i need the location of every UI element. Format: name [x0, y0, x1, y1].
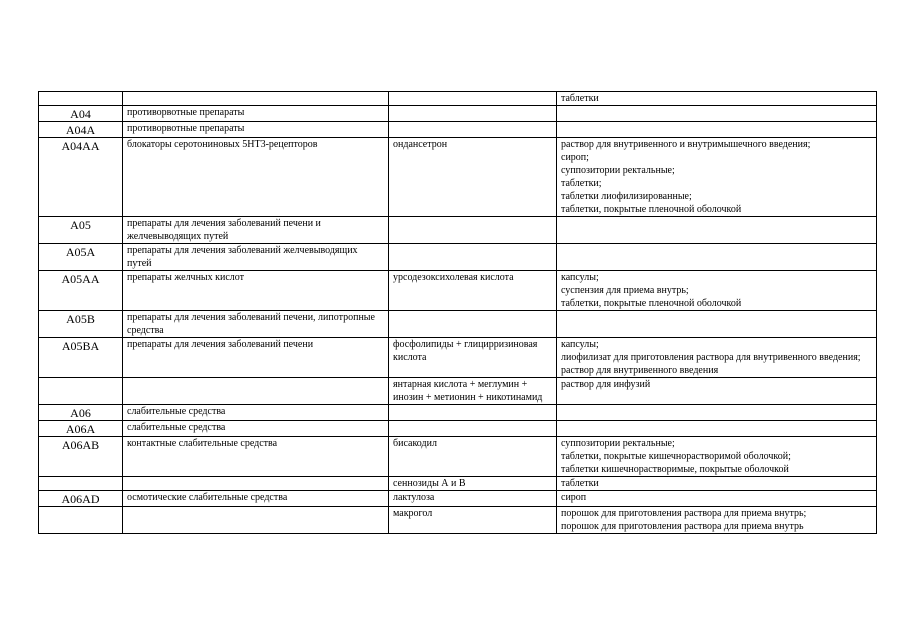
substance-name	[389, 122, 557, 138]
atc-code	[39, 477, 123, 491]
dosage-forms	[557, 311, 877, 338]
group-name: препараты для лечения заболеваний печени	[123, 338, 389, 378]
table-row	[39, 378, 877, 405]
dosage-form: раствор для инфузий	[561, 379, 651, 390]
atc-code	[39, 507, 123, 534]
substance-name	[389, 106, 557, 122]
group-name: контактные слабительные средства	[123, 437, 389, 477]
dosage-form: сироп	[561, 492, 587, 503]
atc-code	[39, 92, 123, 106]
table-row	[39, 138, 877, 217]
substance-name	[389, 244, 557, 271]
group-name: слабительные средства	[123, 421, 389, 437]
group-name	[123, 507, 389, 534]
atc-code	[39, 378, 123, 405]
substance-name: фосфолипиды + глицирризиновая кислота	[389, 338, 557, 378]
dosage-form: сироп;	[561, 152, 589, 163]
table-row	[39, 338, 877, 378]
dosage-form: порошок для приготовления раствора для приема внутрь	[561, 521, 804, 532]
table-row	[39, 244, 877, 271]
table-row	[39, 421, 877, 437]
substance-name	[389, 311, 557, 338]
substance-name	[389, 421, 557, 437]
dosage-form: лиофилизат для приготовления раствора для внутривенного введения;	[561, 352, 861, 363]
substance-name: бисакодил	[389, 437, 557, 477]
dosage-forms	[557, 106, 877, 122]
dosage-form: таблетки лиофилизированные;	[561, 191, 692, 202]
dosage-form: таблетки	[561, 93, 599, 104]
atc-code: A06	[39, 405, 123, 421]
group-name: препараты для лечения заболеваний печени, липотропные средства	[123, 311, 389, 338]
group-name: противорвотные препараты	[123, 122, 389, 138]
atc-code: A06A	[39, 421, 123, 437]
dosage-forms	[557, 217, 877, 244]
group-name: препараты для лечения заболеваний печени и желчевыводящих путей	[123, 217, 389, 244]
dosage-form: капсулы;	[561, 272, 599, 283]
substance-name: янтарная кислота + меглумин + инозин + метионин + никотинамид	[389, 378, 557, 405]
atc-code: A05A	[39, 244, 123, 271]
group-name: слабительные средства	[123, 405, 389, 421]
dosage-forms	[557, 138, 877, 217]
group-name: препараты желчных кислот	[123, 271, 389, 311]
dosage-form: таблетки, покрытые пленочной оболочкой	[561, 204, 742, 215]
table-row	[39, 491, 877, 507]
dosage-forms	[557, 491, 877, 507]
drug-classification-table	[38, 91, 877, 534]
dosage-forms	[557, 477, 877, 491]
substance-name: урсодезоксихолевая кислота	[389, 271, 557, 311]
table-row	[39, 311, 877, 338]
dosage-forms	[557, 405, 877, 421]
table-row	[39, 106, 877, 122]
dosage-form: суппозитории ректальные;	[561, 165, 675, 176]
dosage-forms	[557, 437, 877, 477]
dosage-forms	[557, 338, 877, 378]
dosage-form: таблетки, покрытые пленочной оболочкой	[561, 298, 742, 309]
table-row	[39, 477, 877, 491]
substance-name: сеннозиды А и В	[389, 477, 557, 491]
group-name: противорвотные препараты	[123, 106, 389, 122]
atc-code: A05BA	[39, 338, 123, 378]
table-row	[39, 92, 877, 106]
dosage-forms	[557, 92, 877, 106]
group-name	[123, 378, 389, 405]
atc-code: A06AD	[39, 491, 123, 507]
dosage-forms	[557, 244, 877, 271]
atc-code: A05AA	[39, 271, 123, 311]
dosage-form: суппозитории ректальные;	[561, 438, 675, 449]
dosage-form: таблетки	[561, 478, 599, 489]
table-row	[39, 437, 877, 477]
dosage-form: капсулы;	[561, 339, 599, 350]
atc-code: A05	[39, 217, 123, 244]
table-row	[39, 122, 877, 138]
substance-name: макрогол	[389, 507, 557, 534]
atc-code: A04	[39, 106, 123, 122]
table-row	[39, 217, 877, 244]
group-name: блокаторы серотониновых 5HT3-рецепторов	[123, 138, 389, 217]
dosage-forms	[557, 122, 877, 138]
group-name	[123, 477, 389, 491]
dosage-form: раствор для внутривенного введения	[561, 365, 719, 376]
dosage-form: таблетки;	[561, 178, 602, 189]
substance-name: ондансетрон	[389, 138, 557, 217]
substance-name	[389, 92, 557, 106]
substance-name	[389, 405, 557, 421]
group-name	[123, 92, 389, 106]
atc-code: A04A	[39, 122, 123, 138]
atc-code: A06AB	[39, 437, 123, 477]
table-row	[39, 405, 877, 421]
dosage-forms	[557, 421, 877, 437]
table-row	[39, 507, 877, 534]
dosage-forms	[557, 507, 877, 534]
group-name: препараты для лечения заболеваний желчевыводящих путей	[123, 244, 389, 271]
table-row	[39, 271, 877, 311]
dosage-forms	[557, 271, 877, 311]
substance-name	[389, 217, 557, 244]
dosage-forms	[557, 378, 877, 405]
dosage-form: порошок для приготовления раствора для приема внутрь;	[561, 508, 807, 519]
group-name: осмотические слабительные средства	[123, 491, 389, 507]
atc-code: A05B	[39, 311, 123, 338]
substance-name: лактулоза	[389, 491, 557, 507]
dosage-form: таблетки, покрытые кишечнорастворимой оболочкой;	[561, 451, 791, 462]
dosage-form: раствор для внутривенного и внутримышечного введения;	[561, 139, 811, 150]
atc-code: A04AA	[39, 138, 123, 217]
dosage-form: таблетки кишечнорастворимые, покрытые оболочкой	[561, 464, 789, 475]
dosage-form: суспензия для приема внутрь;	[561, 285, 689, 296]
